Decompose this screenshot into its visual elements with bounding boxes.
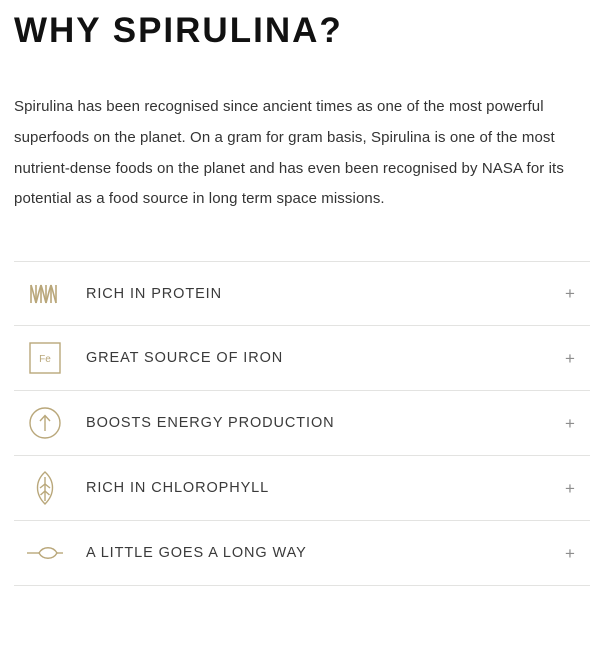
- leaf-icon: [14, 470, 76, 506]
- expand-toggle-icon[interactable]: +: [565, 413, 575, 433]
- benefit-row-a-little-goes-a-long-way[interactable]: [14, 521, 590, 586]
- iron-fe-square-icon: [14, 341, 76, 375]
- benefit-label: GREAT SOURCE OF IRON: [86, 350, 284, 366]
- expand-toggle-icon[interactable]: +: [565, 478, 575, 498]
- benefit-row-boosts-energy-production[interactable]: [14, 391, 590, 456]
- benefit-label: RICH IN CHLOROPHYLL: [86, 480, 270, 496]
- expand-toggle-icon[interactable]: +: [565, 543, 575, 563]
- intro-paragraph: Spirulina has been recognised since ancient times as one of the most powerful superfoods on the planet. On a gram for gram basis, Spirulina is one of the most nutrient-dense foods on the planet and has even been recognised by NASA for its potential as a food source in long term space missions.: [14, 98, 564, 208]
- svg-text:Fe: Fe: [39, 354, 51, 365]
- protein-coil-icon: [14, 282, 76, 306]
- energy-up-arrow-icon: [14, 406, 76, 440]
- benefit-row-great-source-of-iron[interactable]: [14, 326, 590, 391]
- expand-toggle-icon[interactable]: +: [565, 284, 575, 303]
- why-spirulina-section: [0, 10, 604, 647]
- page-title: WHY SPIRULINA?: [14, 11, 343, 50]
- benefit-label: BOOSTS ENERGY PRODUCTION: [86, 415, 335, 431]
- benefit-row-rich-in-protein[interactable]: [14, 261, 590, 326]
- small-leaf-line-icon: [14, 543, 76, 563]
- expand-toggle-icon[interactable]: +: [565, 348, 575, 368]
- benefit-label: A LITTLE GOES A LONG WAY: [86, 545, 307, 561]
- benefits-accordion: [14, 261, 590, 586]
- benefit-label: RICH IN PROTEIN: [86, 285, 222, 302]
- benefit-row-rich-in-chlorophyll[interactable]: [14, 456, 590, 521]
